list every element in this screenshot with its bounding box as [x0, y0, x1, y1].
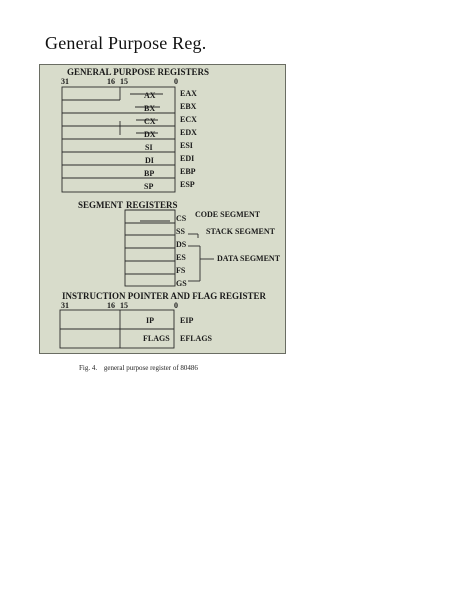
ip-heading: INSTRUCTION POINTER AND FLAG REGISTER: [62, 291, 267, 301]
gp-reg-eax: EAX: [180, 89, 197, 98]
seg-reg-ss: SS: [176, 227, 185, 236]
ip-reg-ip: IP: [146, 316, 154, 325]
gp-register-box: [62, 87, 175, 192]
gp-heading: GENERAL PURPOSE REGISTERS: [67, 67, 210, 77]
ip-bit-15: 15: [120, 301, 128, 310]
gp-reg-dx: DX: [144, 130, 156, 139]
ip-reg-eip: EIP: [180, 316, 194, 325]
gp-reg-sp: SP: [144, 182, 154, 191]
figure-caption: [79, 364, 198, 372]
seg-reg-gs: GS: [176, 279, 187, 288]
gp-reg-edi: EDI: [180, 154, 195, 163]
gp-bit-16: 16: [107, 77, 115, 86]
register-diagram: [40, 65, 287, 355]
ip-bit-31: 31: [61, 301, 69, 310]
seg-heading-registers: REGISTERS: [126, 200, 178, 210]
stack-segment-label: STACK SEGMENT: [206, 227, 275, 236]
seg-register-box: [125, 210, 214, 286]
gp-reg-esp: ESP: [180, 180, 195, 189]
gp-reg-si: SI: [145, 143, 153, 152]
ip-reg-flags: FLAGS: [143, 334, 170, 343]
gp-reg-ax: AX: [144, 91, 156, 100]
seg-heading: SEGMENT: [78, 200, 124, 210]
seg-reg-cs: CS: [176, 214, 187, 223]
ip-reg-eflags: EFLAGS: [180, 334, 213, 343]
gp-bit-31: 31: [61, 77, 69, 86]
data-segment-label: DATA SEGMENT: [217, 254, 281, 263]
code-segment-label: CODE SEGMENT: [195, 210, 261, 219]
gp-reg-di: DI: [145, 156, 154, 165]
gp-reg-ecx: ECX: [180, 115, 197, 124]
seg-reg-ds: DS: [176, 240, 187, 249]
ip-bit-16: 16: [107, 301, 115, 310]
page-title: General Purpose Reg.: [45, 33, 207, 53]
gp-reg-cx: CX: [144, 117, 156, 126]
register-diagram-figure: [39, 64, 286, 354]
gp-reg-bp: BP: [144, 169, 155, 178]
gp-reg-ebp: EBP: [180, 167, 196, 176]
seg-reg-fs: FS: [176, 266, 186, 275]
seg-reg-es: ES: [176, 253, 186, 262]
gp-reg-bx: BX: [144, 104, 156, 113]
gp-reg-ebx: EBX: [180, 102, 197, 111]
gp-reg-esi: ESI: [180, 141, 193, 150]
ip-bit-0: 0: [174, 301, 178, 310]
gp-reg-edx: EDX: [180, 128, 197, 137]
gp-bit-0: 0: [174, 77, 178, 86]
gp-bit-15: 15: [120, 77, 128, 86]
figure-caption-text: general purpose register of 80486: [103, 364, 198, 372]
figure-caption-label: Fig. 4.: [79, 364, 98, 372]
